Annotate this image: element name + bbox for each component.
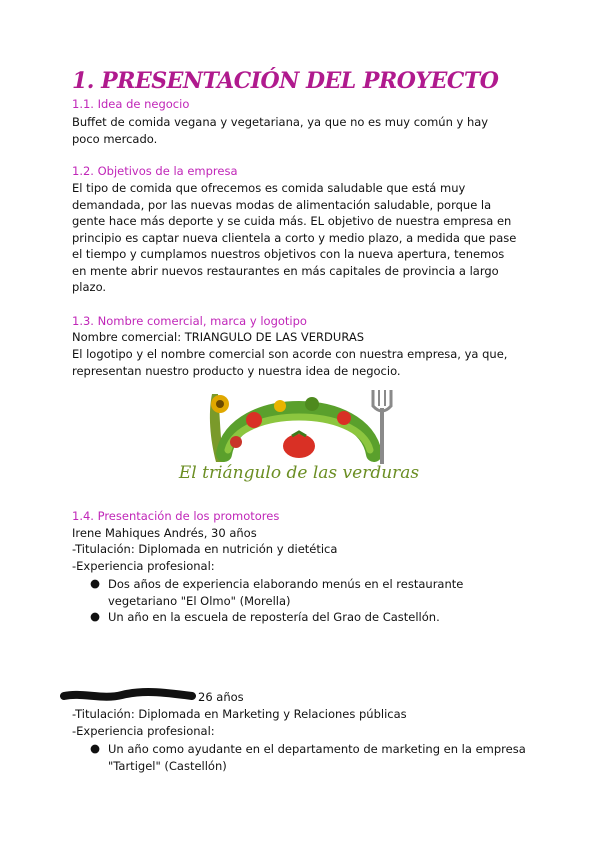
section-4-heading: 1.4. Presentación de los promotores bbox=[72, 509, 280, 523]
section-2-heading: 1.2. Objetivos de la empresa bbox=[72, 164, 238, 178]
section-1-text: Buffet de comida vegana y vegetariana, ya que no es muy común y hay poco mercado. bbox=[72, 115, 489, 146]
promoter-2-degree: -Titulación: Diplomada en Marketing y Relaciones públicas bbox=[72, 707, 407, 721]
promoter-1-degree: -Titulación: Diplomada en nutrición y dietética bbox=[72, 542, 338, 556]
page-title: 1. PRESENTACIÓN DEL PROYECTO bbox=[72, 68, 499, 94]
promoter-2-age: 26 años bbox=[198, 690, 244, 704]
logo-lettering: El triángulo de las verduras bbox=[178, 463, 420, 483]
section-1-heading: 1.1. Idea de negocio bbox=[72, 97, 190, 111]
promoter-1-experience-label: -Experiencia profesional: bbox=[72, 559, 215, 573]
promoter-1-bullet: Dos años de experiencia elaborando menús en el restaurante vegetariano "El Olmo" (Morella) bbox=[108, 577, 464, 608]
section-2-text: El tipo de comida que ofrecemos es comida saludable que está muy demandada, por las nuevas modas de alimentación saludable, porque la gente hace más deporte y se cuida más. EL objetivo de nuestra empresa en principio es captar nueva clientela a corto y medio plazo, a medida que pase el tiempo y cumplamos nuestros objetivos con la nueva apertura, tenemos en mente abrir nuevos restaurantes en más capitales de provincia a largo plazo. bbox=[72, 181, 517, 294]
promoter-2-experience-label: -Experiencia profesional: bbox=[72, 724, 215, 738]
promoter-1-bullet: Un año en la escuela de repostería del Grao de Castellón. bbox=[108, 610, 440, 624]
bullet-dot: ● bbox=[90, 609, 101, 623]
promoter-2-bullet: Un año como ayudante en el departamento de marketing en la empresa "Tartigel" (Castellón) bbox=[108, 742, 526, 773]
section-3-text: El logotipo y el nombre comercial son acorde con nuestra empresa, ya que, representan nuestro producto y nuestra idea de negocio. bbox=[72, 347, 508, 378]
bullet-dot: ● bbox=[90, 741, 101, 755]
commercial-name: Nombre comercial: TRIANGULO DE LAS VERDURAS bbox=[72, 330, 365, 344]
company-logo bbox=[178, 384, 420, 486]
redacted-name bbox=[62, 690, 194, 702]
bullet-dot: ● bbox=[90, 576, 101, 590]
promoter-1-name: Irene Mahiques Andrés, 30 años bbox=[72, 526, 257, 540]
section-3-heading: 1.3. Nombre comercial, marca y logotipo bbox=[72, 314, 307, 328]
